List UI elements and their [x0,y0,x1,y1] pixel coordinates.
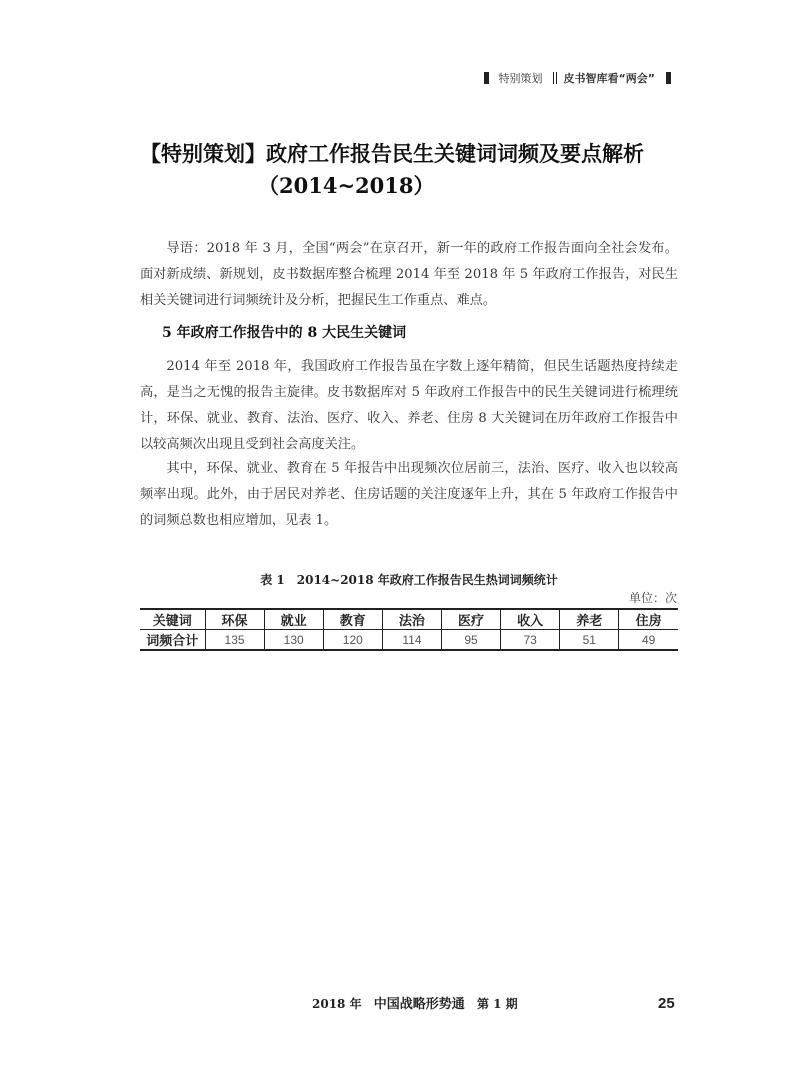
footer-magazine: 中国战略形势通 [373,997,465,1012]
count-cell: 51 [560,630,619,651]
article-title-line1: 【特别策划】政府工作报告民生关键词词频及要点解析 [140,141,644,166]
count-cell: 49 [619,630,678,651]
table-unit: 单位：次 [628,591,677,605]
keyword-cell: 就业 [264,609,323,630]
row-label-cell: 词频合计 [146,634,199,649]
body-paragraph-1: 2014 年至 2018 年，我国政府工作报告虽在字数上逐年精简，但民生话题热度持续走高，是当之无愧的报告主旋律。皮书数据库对 5 年政府工作报告中的民生关键词进行梳理统计，环保、就业、教育、法治、医疗、收入、养老、住房 8 大关键词在历年政府工作报告中以较高频次出现且受到社会高度关注。 [140,359,678,452]
header-section: 特别策划 [498,72,543,85]
body-paragraph-2: 其中，环保、就业、教育在 5 年报告中出现频次位居前三，法治、医疗、收入也以较高频率出现。此外，由于居民对养老、住房话题的关注度逐年上升，其在 5 年政府工作报告中的词频总数也相应增加，见表 1。 [140,461,678,528]
section-heading: 5 年政府工作报告中的 8 大民生关键词 [162,325,407,341]
footer-year: 2018 年 [312,997,362,1011]
keyword-cell: 法治 [382,609,441,630]
header-label-cell: 关键词 [152,614,192,629]
running-head [484,70,684,88]
count-cell: 130 [264,630,323,651]
footer-issue: 第 1 期 [476,997,518,1011]
intro-paragraph: 导语：2018 年 3 月，全国“两会”在京召开，新一年的政府工作报告面向全社会发布。面对新成绩、新规划，皮书数据库整合梳理 2014 年至 2018 年 5 年政府工作报告，对民生相关关键词进行词频统计及分析，把握民生工作重点、难点。 [140,241,678,308]
count-cell: 73 [501,630,560,651]
table-header-row [140,609,678,630]
footer-publication [312,994,526,1015]
table-total-row [140,630,678,651]
keyword-cell: 住房 [619,609,678,630]
count-cell: 95 [442,630,501,651]
page-number: 25 [658,995,675,1012]
page-footer [0,994,799,1014]
header-left-bar [484,72,489,84]
keyword-cell: 环保 [205,609,264,630]
keyword-cell: 养老 [560,609,619,630]
header-separator [553,72,557,84]
article-title-line2: （2014~2018） [258,173,435,198]
count-cell: 135 [205,630,264,651]
table-caption: 表 1 2014~2018 年政府工作报告民生热词词频统计 [260,573,558,587]
keyword-frequency-table [140,608,678,651]
keyword-cell: 收入 [501,609,560,630]
count-cell: 120 [323,630,382,651]
header-title: 皮书智库看“两会” [563,72,655,85]
keyword-cell: 医疗 [442,609,501,630]
header-right-bar [666,72,671,84]
keyword-cell: 教育 [323,609,382,630]
article-title [140,138,700,202]
count-cell: 114 [382,630,441,651]
